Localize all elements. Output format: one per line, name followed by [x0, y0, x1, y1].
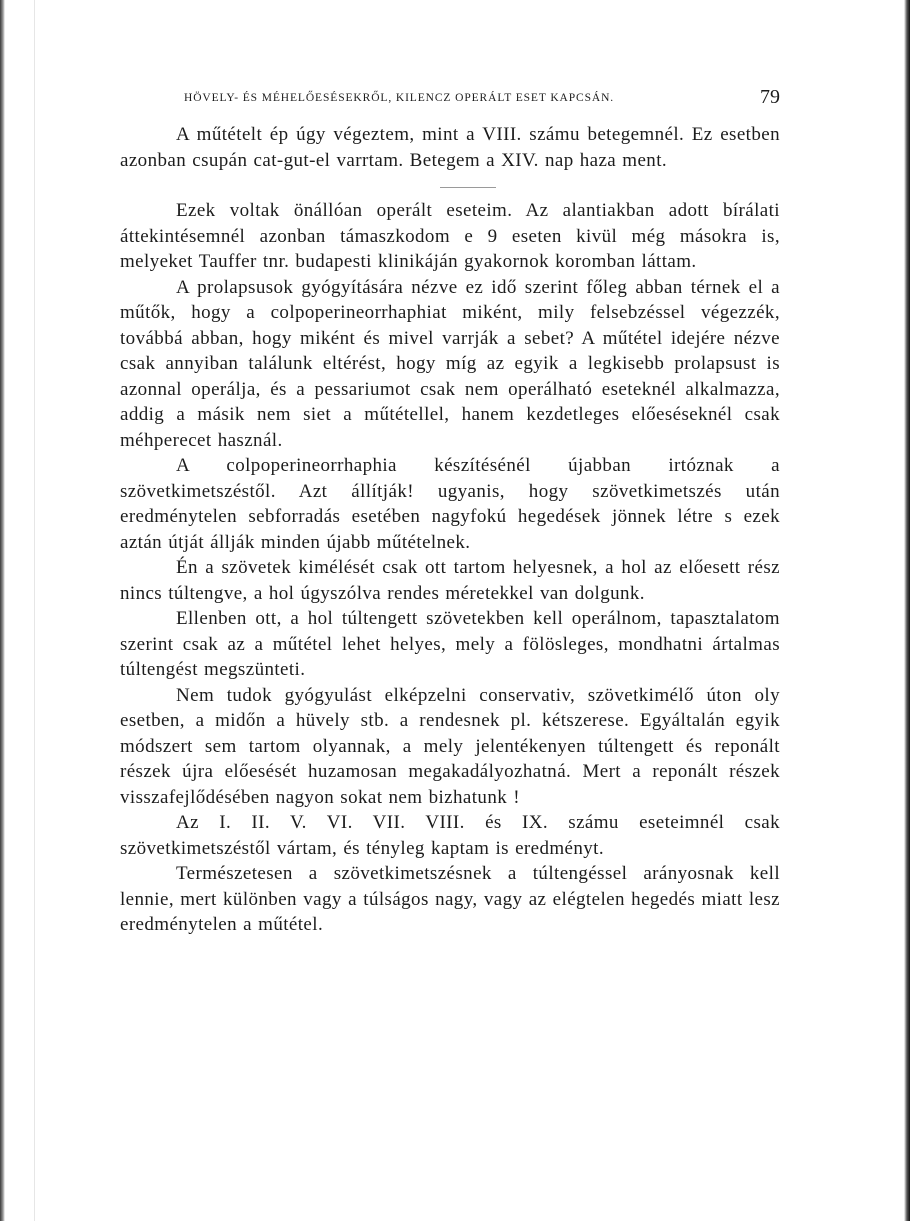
paragraph: A colpoperineorrhaphia készítésénél újabban irtóznak a szövetkimetszéstől. Azt állítják! ugyanis, hogy szövetkimetszés után eredménytelen sebforradás esetében nagyfokú hegedések jönnek létre s ezek aztán útját állják minden újabb műtételnek. [120, 455, 780, 553]
page-number: 79 [760, 86, 780, 108]
scan-edge-right [904, 0, 910, 1221]
paragraph: Nem tudok gyógyulást elképzelni conservativ, szövetkimélő úton oly esetben, a midőn a hüvely stb. a rendesnek pl. kétszerese. Egyáltalán egyik módszert sem tartom olyannak, a mely jelentékenyen túltengett és reponált részek újra előesését huzamosan megakadályozhatná. Mert a reponált részek visszafejlődésében nagyon sokat nem bizhatunk ! [120, 684, 780, 808]
paragraph: A műtételt ép úgy végeztem, mint a VIII. számu betegemnél. Ez esetben azonban csupán cat-gut-el varrtam. Betegem a XIV. nap haza ment. [120, 124, 780, 171]
paragraph: A prolapsusok gyógyítására nézve ez idő szerint főleg abban térnek el a műtők, hogy a colpoperineorrhaphiat miként, mily felsebzéssel végezzék, továbbá abban, hogy miként és mivel varrják a sebet? A műtétel idejére nézve csak annyiban találunk eltérést, hogy míg az egyik a legkisebb prolapsust is azonnal operálja, és a pessariumot csak nem operálható eseteknél alkalmazza, addig a másik nem siet a műtétellel, hanem kezdetleges előeséseknél csak méhperecet használ. [120, 276, 780, 451]
paragraph: Természetesen a szövetkimetszésnek a túltengéssel arányosnak kell lennie, mert különben vagy a túlságos nagy, vagy az elégtelen hegedés miatt lesz eredménytelen a műtétel. [120, 863, 780, 935]
paragraph: Ezek voltak önállóan operált eseteim. Az alantiakban adott bírálati áttekintésemnél azonban támaszkodom e 9 eseten kivül még másokra is, melyeket Tauffer tnr. budapesti klinikáján gyakornok koromban láttam. [120, 200, 780, 272]
paragraph: Az I. II. V. VI. VII. VIII. és IX. számu eseteimnél csak szövetkimetszéstől vártam, és tényleg kaptam is eredményt. [120, 812, 780, 859]
paragraph: Ellenben ott, a hol túltengett szövetekben kell operálnom, tapasztalatom szerint csak az a műtétel lehet helyes, mely a fölösleges, mondhatni ártalmas túltengést megszünteti. [120, 608, 780, 680]
scan-edge-left [0, 0, 5, 1221]
running-header-title: HÖVELY- ÉS MÉHELŐESÉSEKRŐL, KILENCZ OPERÁLT ESET KAPCSÁN. [184, 92, 615, 104]
scan-edge-line [34, 0, 35, 1221]
paragraph: Én a szövetek kimélését csak ott tartom helyesnek, a hol az előesett rész nincs túltengve, a hol úgyszólva rendes méretekkel van dolgunk. [120, 557, 780, 604]
section-separator [440, 187, 496, 188]
book-page [120, 84, 780, 938]
running-header [120, 84, 780, 114]
